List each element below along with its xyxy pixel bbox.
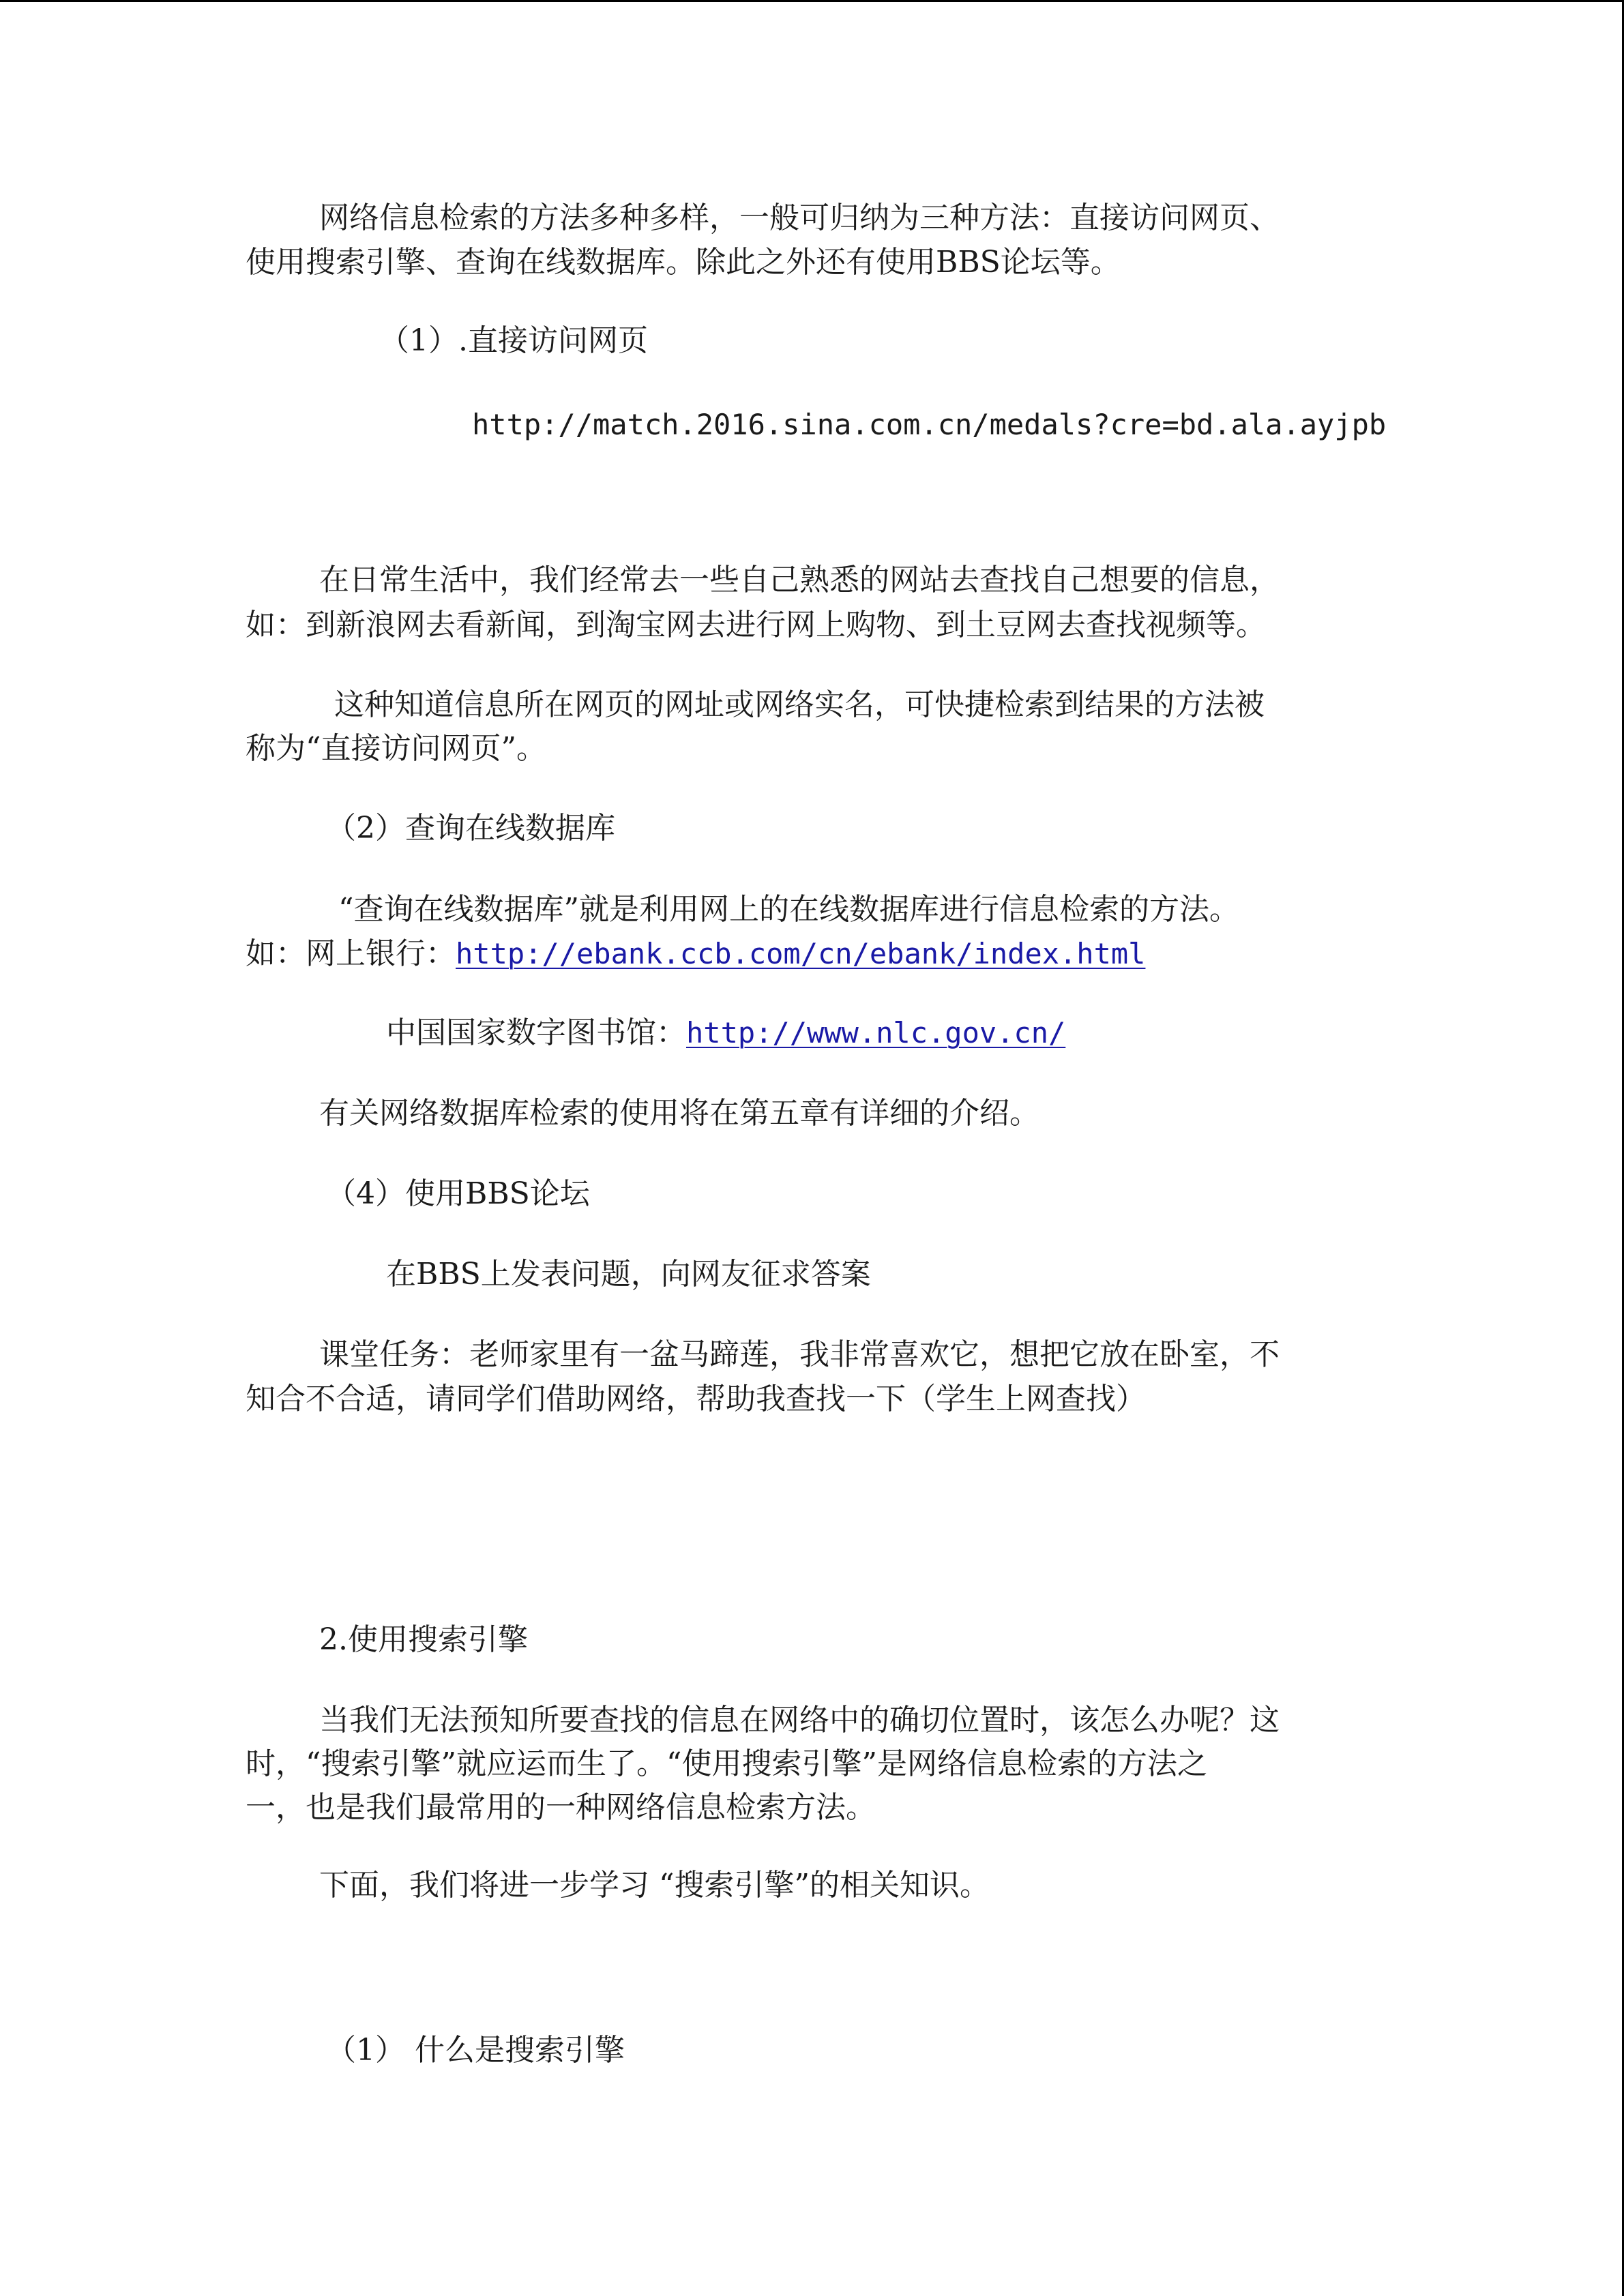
example-url: http://match.2016.sina.com.cn/medals?cre=bd.ala.ayjpb xyxy=(472,408,1387,441)
search-line-3: 一，也是我们最常用的一种网络信息检索方法。 xyxy=(246,1790,876,1825)
intro-line-2: 使用搜索引擎、查询在线数据库。除此之外还有使用BBS论坛等。 xyxy=(246,245,1121,280)
nlc-link[interactable]: http://www.nlc.gov.cn/ xyxy=(686,1016,1066,1049)
next-line: 下面，我们将进一步学习 “搜索引擎”的相关知识。 xyxy=(319,1868,990,1903)
search-line-2: 时，“搜索引擎”就应运而生了。“使用搜索引擎”是网络信息检索的方法之 xyxy=(246,1746,1207,1781)
heading-bbs: （4）使用BBS论坛 xyxy=(326,1176,590,1211)
search-line-1: 当我们无法预知所要查找的信息在网络中的确切位置时，该怎么办呢？这 xyxy=(319,1703,1280,1738)
bbs-description: 在BBS上发表问题，向网友征求答案 xyxy=(386,1257,871,1292)
define-line-1: 这种知道信息所在网页的网址或网络实名，可快捷检索到结果的方法被 xyxy=(334,687,1265,722)
heading-search-engine: 2.使用搜索引擎 xyxy=(319,1622,528,1657)
nlc-line xyxy=(386,1012,1065,1054)
heading-online-db: （2）查询在线数据库 xyxy=(326,811,615,846)
define-line-2: 称为“直接访问网页”。 xyxy=(246,731,546,766)
db-line-2 xyxy=(246,933,1145,975)
db-line-1: “查询在线数据库”就是利用网上的在线数据库进行信息检索的方法。 xyxy=(338,892,1239,927)
daily-line-2: 如：到新浪网去看新闻，到淘宝网去进行网上购物、到土豆网去查找视频等。 xyxy=(246,608,1266,642)
daily-line-1: 在日常生活中，我们经常去一些自己熟悉的网站去查找自己想要的信息， xyxy=(319,563,1280,597)
db-note: 有关网络数据库检索的使用将在第五章有详细的介绍。 xyxy=(319,1096,1039,1131)
nlc-prefix: 中国国家数字图书馆： xyxy=(386,1015,686,1050)
heading-direct-access: （1）.直接访问网页 xyxy=(379,323,648,358)
ebank-link[interactable]: http://ebank.ccb.com/cn/ebank/index.html xyxy=(456,937,1146,970)
task-line-1: 课堂任务：老师家里有一盆马蹄莲，我非常喜欢它，想把它放在卧室，不 xyxy=(319,1337,1280,1372)
page-top-border xyxy=(0,0,1624,2)
heading-what-is-search-engine: （1） 什么是搜索引擎 xyxy=(326,2033,625,2068)
db-line-2-prefix: 如：网上银行： xyxy=(246,936,456,971)
intro-line-1: 网络信息检索的方法多种多样，一般可归纳为三种方法：直接访问网页、 xyxy=(319,200,1280,235)
task-line-2: 知合不合适，请同学们借助网络，帮助我查找一下（学生上网查找） xyxy=(246,1382,1146,1416)
